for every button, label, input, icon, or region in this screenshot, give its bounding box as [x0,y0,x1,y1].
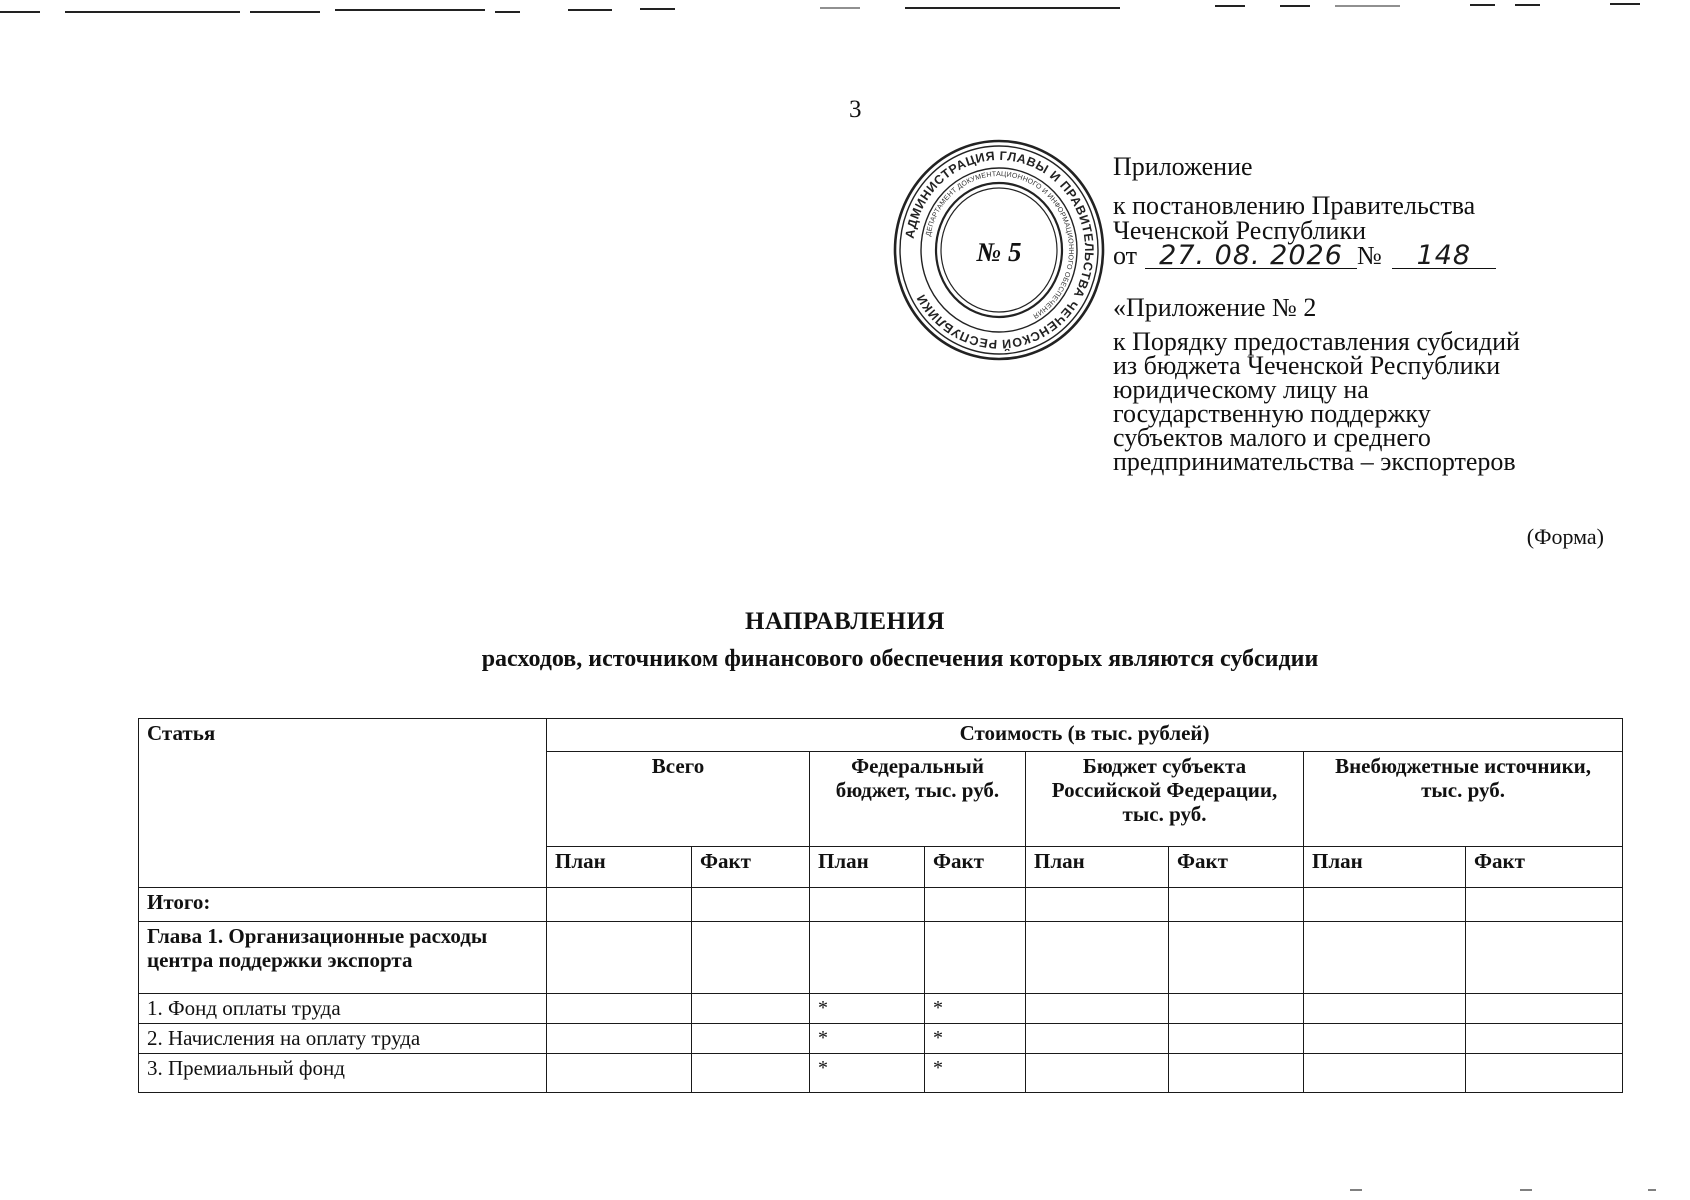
table-cell [547,922,692,994]
table-cell [692,1024,810,1054]
table-cell-star: * [810,1054,925,1093]
appendix-line-1: Приложение [1113,152,1253,181]
table-cell [692,1054,810,1093]
number-prefix: № [1357,241,1382,270]
scan-edge-bottom [0,1180,1690,1200]
header-fact: Факт [1169,847,1304,888]
annex-line: из бюджета Чеченской Республики [1113,351,1501,380]
annex-title: «Приложение № 2 [1113,293,1317,322]
table-row [139,1054,1623,1093]
row-label: Глава 1. Организационные расходы центра поддержки экспорта [139,922,547,994]
decree-date-number-row [1113,240,1613,271]
stamp-inner-ring-text: ДЕПАРТАМЕНТ ДОКУМЕНТАЦИОННОГО И ИНФОРМАЦИОННОГО ОБЕСПЕЧЕНИЯ [925,170,1075,320]
table-cell [547,1054,692,1093]
document-subtitle: расходов, источником финансового обеспечения которых являются субсидии [481,646,1319,672]
table-cell [925,888,1026,922]
table-cell [1304,922,1466,994]
table-cell [1466,1054,1623,1093]
appendix-line-3: Чеченской Республики [1113,216,1367,245]
annex-line: государственную поддержку [1113,399,1431,428]
annex-line: к Порядку предоставления субсидий [1113,327,1520,356]
table-cell [1466,888,1623,922]
row-label: Итого: [139,888,547,922]
table-header-row [139,719,1623,752]
table-cell [1169,994,1304,1024]
header-article: Статья [139,719,547,888]
stamp-number: № 5 [976,237,1022,267]
table-cell [1304,888,1466,922]
table-cell [1026,888,1169,922]
table-cell [1026,1054,1169,1093]
annex-description [1113,327,1613,476]
table-cell [1304,1054,1466,1093]
table-cell [1169,922,1304,994]
header-plan: План [1026,847,1169,888]
table-cell-star: * [810,1024,925,1054]
handwritten-number: 148 [1392,243,1496,269]
table-cell [810,888,925,922]
table-row-total [139,888,1623,922]
table-cell [1466,1024,1623,1054]
table-cell [1466,994,1623,1024]
table-row-chapter [139,922,1623,994]
table-cell-star: * [925,1054,1026,1093]
header-group-federal: Федеральный бюджет, тыс. руб. [810,752,1026,847]
handwritten-date: 27. 08. 2026 [1145,243,1357,269]
form-label: (Форма) [1526,524,1604,549]
table-cell [1304,1024,1466,1054]
expense-directions-table [138,718,1623,1093]
header-group-regional: Бюджет субъекта Российской Федерации, тыс. руб. [1026,752,1304,847]
table-row [139,1024,1623,1054]
annex-line: субъектов малого и среднего [1113,423,1431,452]
table-cell [1169,1024,1304,1054]
table-cell [547,1024,692,1054]
table-cell [692,888,810,922]
table-cell [1169,888,1304,922]
header-fact: Факт [692,847,810,888]
table-cell [547,888,692,922]
scan-edge-top [0,0,1690,20]
table-cell [692,922,810,994]
annex-line: предпринимательства – экспортеров [1113,447,1516,476]
page-number: 3 [849,96,862,123]
header-fact: Факт [1466,847,1623,888]
header-cost: Стоимость (в тыс. рублей) [547,719,1623,752]
table-cell-star: * [810,994,925,1024]
header-plan: План [547,847,692,888]
table-cell-star: * [925,994,1026,1024]
appendix-line-2: к постановлению Правительства [1113,191,1476,220]
header-plan: План [810,847,925,888]
date-prefix: от [1113,241,1138,270]
header-group-extra: Внебюджетные источники, тыс. руб. [1304,752,1623,847]
document-title: НАПРАВЛЕНИЯ [745,608,945,635]
row-label: 3. Премиальный фонд [139,1054,547,1093]
table-cell [925,922,1026,994]
stamp-outer-ring-text: АДМИНИСТРАЦИЯ ГЛАВЫ И ПРАВИТЕЛЬСТВА ЧЕЧЕНСКОЙ РЕСПУБЛИКИ [902,148,1097,352]
table-cell [1169,1054,1304,1093]
table-cell [810,922,925,994]
annex-line: юридическому лицу на [1113,375,1369,404]
table-cell [1304,994,1466,1024]
table-cell [1026,922,1169,994]
official-seal-stamp [893,137,1105,363]
header-fact: Факт [925,847,1026,888]
header-group-total: Всего [547,752,810,847]
header-plan: План [1304,847,1466,888]
row-label: 1. Фонд оплаты труда [139,994,547,1024]
table-cell-star: * [925,1024,1026,1054]
table-cell [692,994,810,1024]
appendix-header [1113,154,1613,474]
table-row [139,994,1623,1024]
table-cell [1466,922,1623,994]
table-cell [1026,1024,1169,1054]
row-label: 2. Начисления на оплату труда [139,1024,547,1054]
table-cell [547,994,692,1024]
table-cell [1026,994,1169,1024]
